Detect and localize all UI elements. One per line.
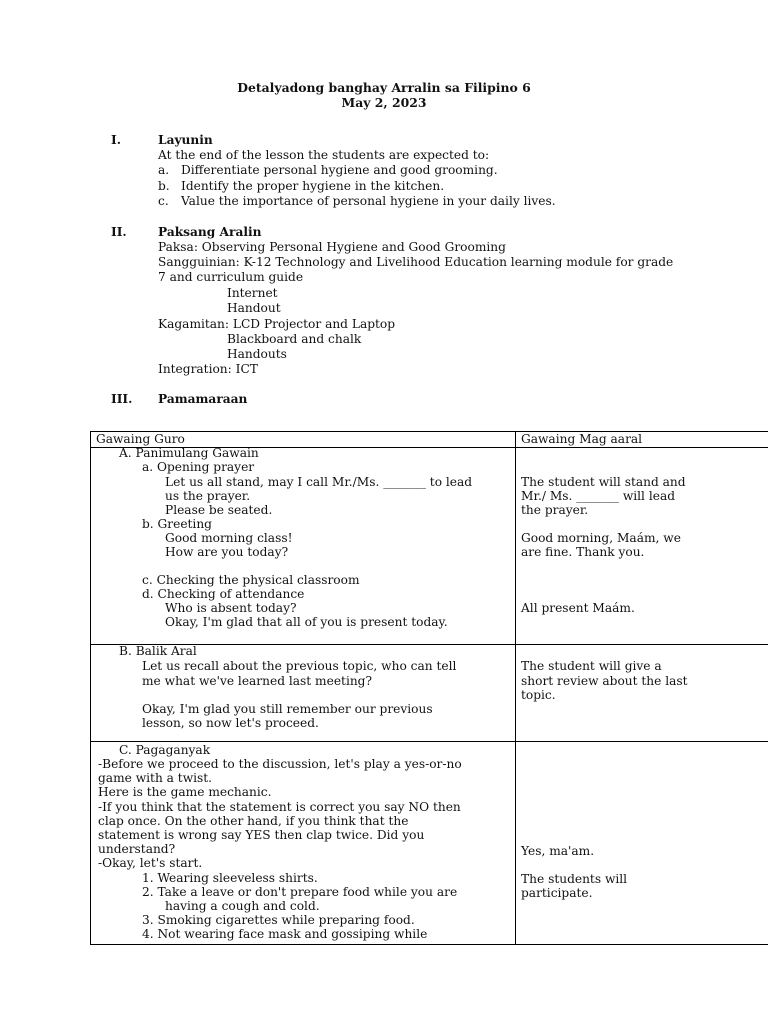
row-a-us-the-prayer: us the prayer. <box>165 489 251 503</box>
sanggunian-internet: Internet <box>227 286 278 300</box>
row-a-student-stand-2: Mr./ Ms. _______ will lead <box>521 489 676 503</box>
row-b-student-review-1: The student will give a <box>521 659 662 673</box>
objective-b-letter: b. <box>158 179 170 193</box>
row-b-title: B. Balik Aral <box>119 644 197 658</box>
document-date: May 2, 2023 <box>341 95 427 110</box>
row-c-title: C. Pagaganyak <box>119 743 211 757</box>
row-b-student-review-3: topic. <box>521 688 556 702</box>
row-c-item-3: 3. Smoking cigarettes while preparing food. <box>142 913 415 927</box>
kagamitan-blackboard: Blackboard and chalk <box>227 332 362 346</box>
integration-line: Integration: ICT <box>158 362 258 376</box>
row-a-student-stand-3: the prayer. <box>521 503 589 517</box>
row-a-student-greeting-2: are fine. Thank you. <box>521 545 645 559</box>
procedure-table <box>90 431 768 945</box>
objective-a: Differentiate personal hygiene and good grooming. <box>181 163 498 177</box>
table-column-divider <box>515 432 516 944</box>
row-c-line-6: statement is wrong say YES then clap twice. Did you <box>98 828 425 842</box>
kagamitan-handouts: Handouts <box>227 347 287 361</box>
row-a-checking-classroom: c. Checking the physical classroom <box>142 573 360 587</box>
row-c-item-2a: 2. Take a leave or don't prepare food while you are <box>142 885 458 899</box>
row-a-title: A. Panimulang Gawain <box>119 446 259 460</box>
section2-heading: Paksang Aralin <box>158 225 262 239</box>
paksa-line: Paksa: Observing Personal Hygiene and Good Grooming <box>158 240 506 254</box>
table-header-teacher: Gawaing Guro <box>96 432 185 446</box>
row-c-item-2b: having a cough and cold. <box>165 899 320 913</box>
row-b-okay-1: Okay, I'm glad you still remember our previous <box>142 702 433 716</box>
row-c-item-1: 1. Wearing sleeveless shirts. <box>142 871 318 885</box>
section1-heading: Layunin <box>158 133 213 147</box>
row-c-student-yes: Yes, ma'am. <box>521 844 595 858</box>
row-c-line-5: clap once. On the other hand, if you think that the <box>98 814 409 828</box>
row-a-greeting: b. Greeting <box>142 517 212 531</box>
row-a-please-be-seated: Please be seated. <box>165 503 273 517</box>
section1-intro: At the end of the lesson the students are expected to: <box>158 148 490 162</box>
row-a-let-us-stand: Let us all stand, may I call Mr./Ms. _______ to lead <box>165 475 473 489</box>
row-a-good-morning-class: Good morning class! <box>165 531 293 545</box>
sanggunian-line-2: 7 and curriculum guide <box>158 270 304 284</box>
row-a-opening-prayer: a. Opening prayer <box>142 460 255 474</box>
document-title: Detalyadong banghay Arralin sa Filipino 6 <box>237 80 531 95</box>
row-c-line-2: game with a twist. <box>98 771 213 785</box>
row-b-student-review-2: short review about the last <box>521 674 688 688</box>
objective-c: Value the importance of personal hygiene in your daily lives. <box>181 194 556 208</box>
table-row-divider-b <box>91 741 768 742</box>
row-c-student-participate-1: The students will <box>521 872 628 886</box>
table-header-student: Gawaing Mag aaral <box>521 432 643 446</box>
objective-a-letter: a. <box>158 163 170 177</box>
row-c-student-participate-2: participate. <box>521 886 593 900</box>
sanggunian-handout: Handout <box>227 301 281 315</box>
sanggunian-line-1: Sangguinian: K-12 Technology and Livelihood Education learning module for grade <box>158 255 674 269</box>
row-a-student-all-present: All present Maám. <box>521 601 635 615</box>
row-a-student-stand-1: The student will stand and <box>521 475 686 489</box>
section2-numeral: II. <box>111 225 127 239</box>
row-c-item-4: 4. Not wearing face mask and gossiping while <box>142 927 428 941</box>
row-a-who-is-absent: Who is absent today? <box>165 601 297 615</box>
objective-c-letter: c. <box>158 194 169 208</box>
row-c-line-4: -If you think that the statement is correct you say NO then <box>98 800 461 814</box>
row-c-line-8: -Okay, let's start. <box>98 856 203 870</box>
section1-numeral: I. <box>111 133 121 147</box>
objective-b: Identify the proper hygiene in the kitchen. <box>181 179 445 193</box>
section3-numeral: III. <box>111 392 133 406</box>
row-c-line-3: Here is the game mechanic. <box>98 785 272 799</box>
row-a-checking-attendance: d. Checking of attendance <box>142 587 305 601</box>
row-b-okay-2: lesson, so now let's proceed. <box>142 716 319 730</box>
kagamitan-line: Kagamitan: LCD Projector and Laptop <box>158 317 396 331</box>
row-b-recall-1: Let us recall about the previous topic, who can tell <box>142 659 457 673</box>
row-a-okay-present: Okay, I'm glad that all of you is present today. <box>165 615 448 629</box>
row-c-line-7: understand? <box>98 842 176 856</box>
row-a-student-greeting-1: Good morning, Maám, we <box>521 531 681 545</box>
row-c-line-1: -Before we proceed to the discussion, let's play a yes-or-no <box>98 757 462 771</box>
section3-heading: Pamamaraan <box>158 392 248 406</box>
row-b-recall-2: me what we've learned last meeting? <box>142 674 373 688</box>
row-a-how-are-you: How are you today? <box>165 545 289 559</box>
